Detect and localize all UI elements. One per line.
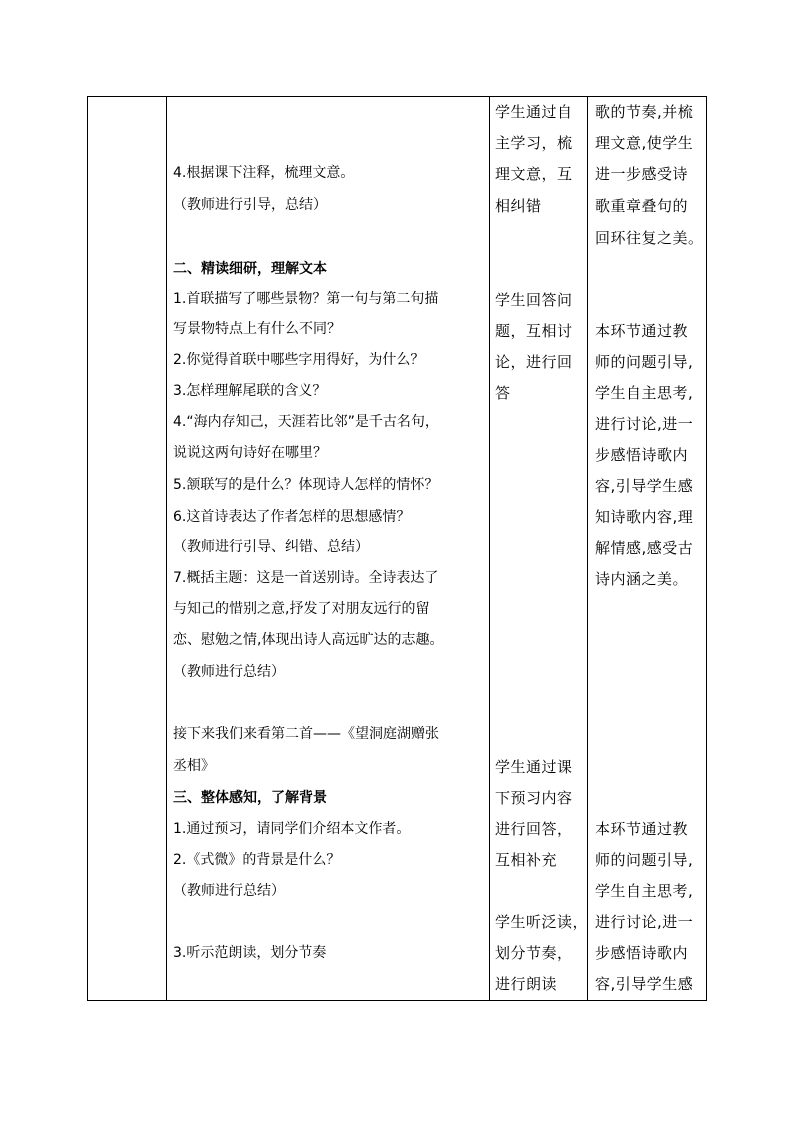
section-heading: 三、整体感知，了解背景 (173, 790, 327, 806)
design-line: 进行讨论,进一 (595, 913, 694, 931)
main-line: 1.首联描写了哪些景物？第一句与第二句描 (173, 291, 439, 307)
teaching-process-cell (167, 96, 489, 999)
design-line: 知诗歌内容,理 (595, 508, 694, 526)
design-intent-cell (588, 96, 706, 999)
main-line: （教师进行引导、纠错、总结） (173, 539, 369, 555)
design-line: 诗内涵之美。 (595, 570, 689, 588)
main-line: 接下来我们来看第二首——《望洞庭湖赠张 (173, 726, 439, 742)
main-line: 与知己的惜别之意,抒发了对朋友远行的留 (173, 601, 430, 617)
student-line: 下预习内容 (495, 789, 573, 807)
design-line: 进行讨论,进一 (595, 415, 694, 433)
student-line: 主学习，梳 (495, 134, 573, 152)
main-line: （教师进行总结） (173, 664, 285, 680)
main-line: 写景物特点上有什么不同？ (173, 321, 341, 337)
design-line: 歌的节奏,并梳 (595, 103, 694, 121)
design-line: 本环节通过教 (595, 322, 689, 340)
student-line: 题，互相讨 (495, 322, 573, 340)
stage-column-cell (88, 96, 166, 999)
design-line: 学生自主思考, (595, 882, 694, 900)
student-line: 学生通过课 (495, 758, 573, 776)
main-line: 7.概括主题：这是一首送别诗。全诗表达了 (173, 570, 439, 586)
student-line: 相纠错 (495, 197, 542, 215)
student-line: 进行回答， (495, 820, 573, 838)
design-line: 师的问题引导, (595, 851, 694, 869)
student-line: 进行朗读 (495, 975, 558, 993)
design-line: 师的问题引导, (595, 353, 694, 371)
design-line: 解情感,感受古 (595, 539, 694, 557)
design-line: 歌重章叠句的 (595, 197, 689, 215)
main-line: 5.颔联写的是什么？体现诗人怎样的情怀？ (173, 477, 439, 493)
student-activity-cell (490, 96, 587, 999)
main-line: （教师进行引导，总结） (173, 197, 327, 213)
main-line: 恋、慰勉之情,体现出诗人高远旷达的志趣。 (173, 632, 444, 648)
main-line: 1.通过预习，请同学们介绍本文作者。 (173, 821, 411, 837)
design-line: 回环往复之美。 (595, 229, 704, 247)
student-line: 学生回答问 (495, 291, 573, 309)
main-line: 4.“海内存知己，天涯若比邻”是千古名句， (173, 414, 439, 430)
main-line: 2.《式微》的背景是什么？ (173, 852, 341, 868)
main-line: 6.这首诗表达了作者怎样的思想感情？ (173, 509, 411, 525)
main-line: 丞相》 (173, 758, 215, 774)
student-line: 论，进行回 (495, 353, 573, 371)
design-line: 容,引导学生感 (595, 975, 694, 993)
design-line: 学生自主思考, (595, 384, 694, 402)
design-line: 步感悟诗歌内 (595, 446, 689, 464)
main-line: （教师进行总结） (173, 883, 285, 899)
section-heading: 二、精读细研，理解文本 (173, 261, 327, 277)
design-line: 进一步感受诗 (595, 165, 689, 183)
student-line: 互相补充 (495, 851, 558, 869)
design-line: 步感悟诗歌内 (595, 944, 689, 962)
main-line: 4.根据课下注释，梳理文意。 (173, 165, 355, 181)
student-line: 理文意，互 (495, 165, 573, 183)
student-line: 学生听泛读， (495, 913, 589, 931)
main-line: 2.你觉得首联中哪些字用得好，为什么？ (173, 352, 425, 368)
main-line: 说说这两句诗好在哪里？ (173, 445, 327, 461)
student-line: 划分节奏， (495, 944, 573, 962)
student-line: 学生通过自 (495, 103, 573, 121)
design-line: 容,引导学生感 (595, 477, 694, 495)
design-line: 本环节通过教 (595, 820, 689, 838)
main-line: 3.怎样理解尾联的含义？ (173, 383, 327, 399)
main-line: 3.听示范朗读，划分节奏 (173, 945, 327, 961)
design-line: 理文意,使学生 (595, 134, 694, 152)
student-line: 答 (495, 384, 511, 402)
